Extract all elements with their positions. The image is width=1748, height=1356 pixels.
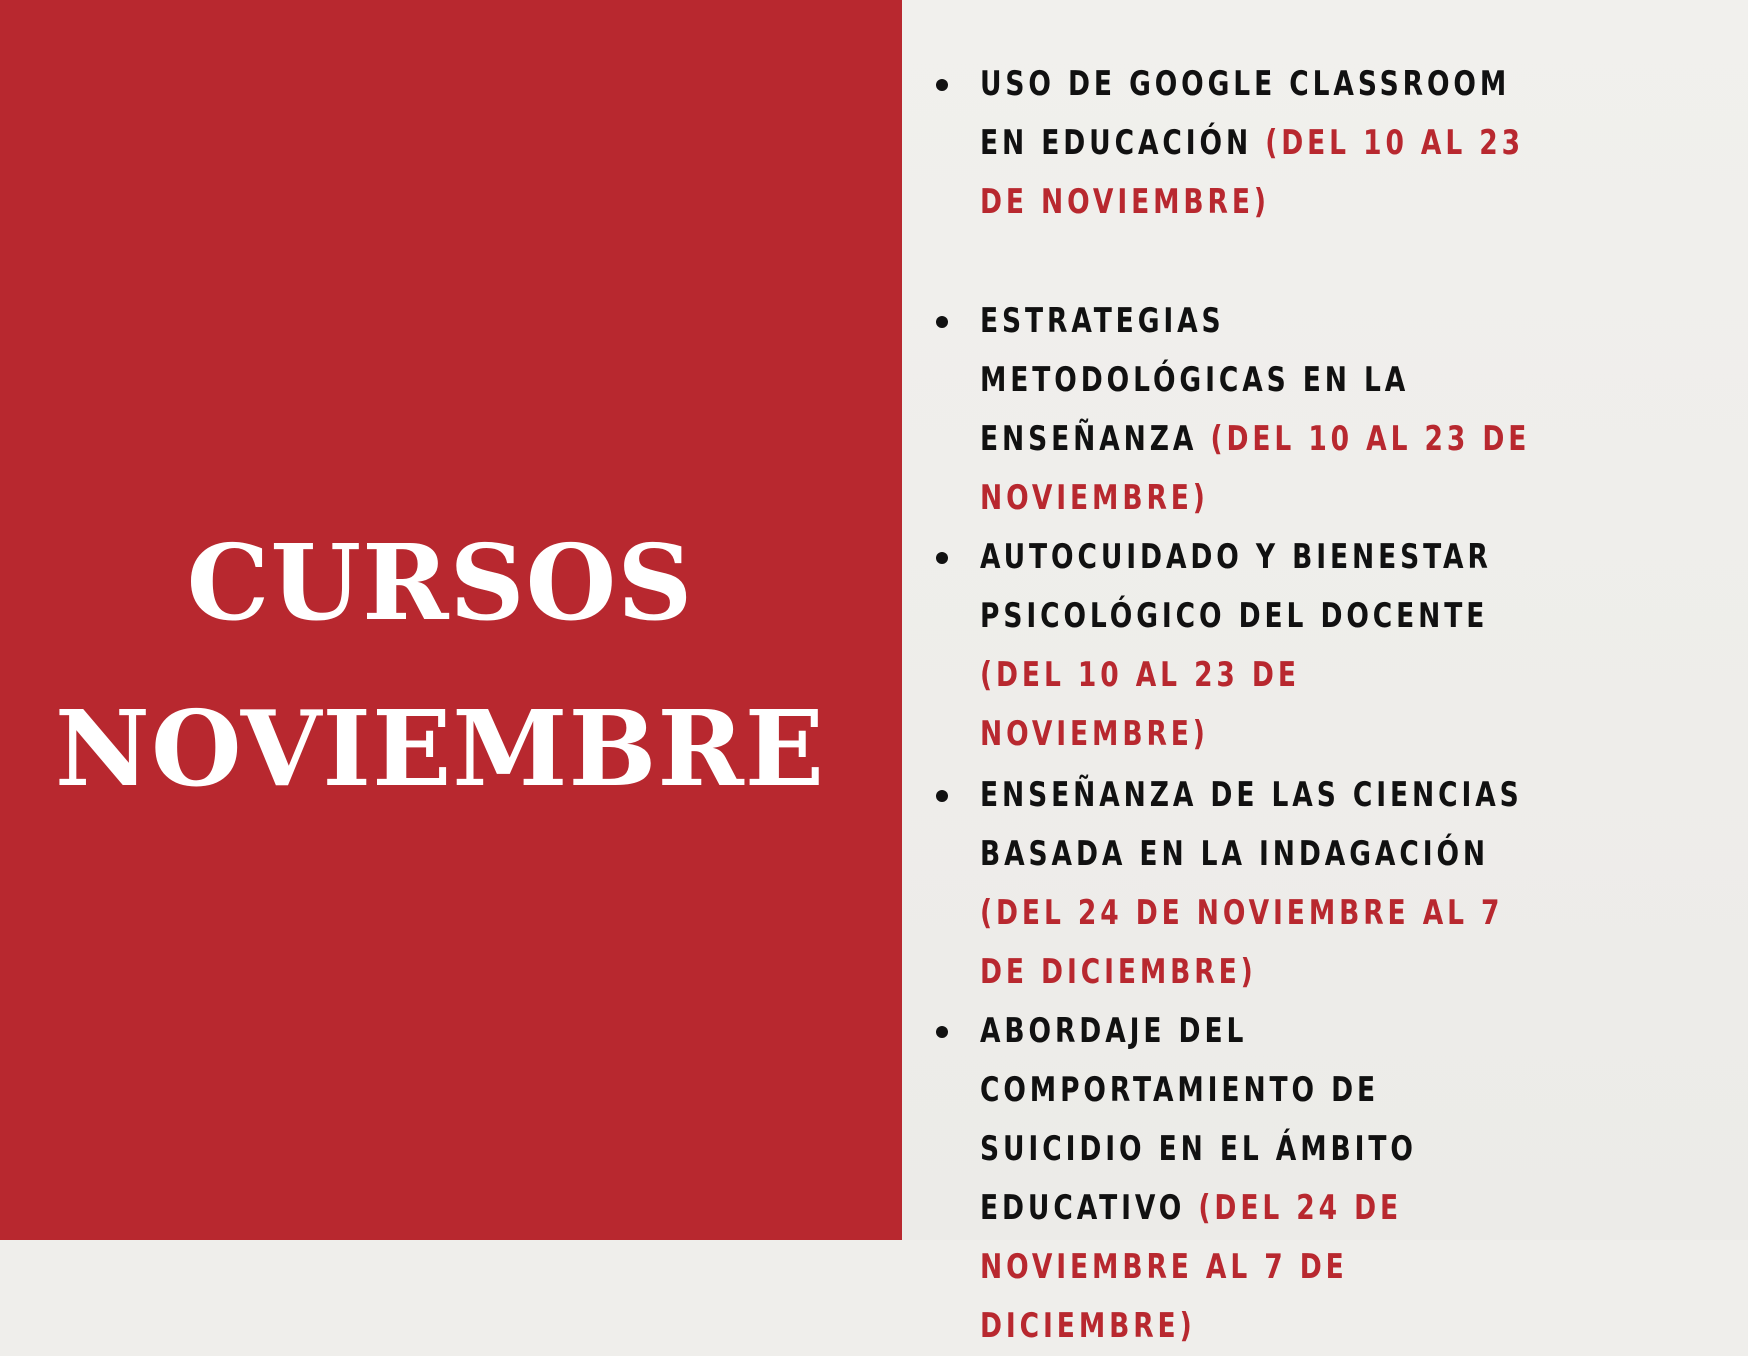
course-item (902, 1002, 1722, 1346)
course-name: ESTRATEGIAS METODOLÓGICAS EN LA ENSEÑANZA (980, 301, 1410, 459)
title-line-2: NOVIEMBRE (54, 686, 826, 810)
title-line-1: CURSOS (186, 520, 694, 644)
course-name: AUTOCUIDADO Y BIENESTAR PSICOLÓGICO DEL DOCENTE (980, 537, 1492, 636)
bullet-dot-icon (936, 316, 948, 328)
course-text (980, 766, 1542, 1002)
bullet-dot-icon (936, 552, 948, 564)
course-name: ABORDAJE DEL COMPORTAMIENTO DE SUICIDIO EN EL ÁMBITO EDUCATIVO (980, 1011, 1417, 1228)
bullet-dot-icon (936, 790, 948, 802)
course-text (980, 528, 1542, 764)
course-text (980, 292, 1542, 528)
bullet-dot-icon (936, 1026, 948, 1038)
course-dates: (DEL 10 AL 23 DE NOVIEMBRE) (980, 419, 1531, 518)
right-paper-panel (902, 0, 1748, 1346)
course-name: ENSEÑANZA DE LAS CIENCIAS BASADA EN LA INDAGACIÓN (980, 775, 1523, 874)
course-dates: (DEL 10 AL 23 DE NOVIEMBRE) (980, 123, 1525, 222)
course-name: USO DE GOOGLE CLASSROOM EN EDUCACIÓN (980, 64, 1511, 163)
course-dates: (DEL 24 DE NOVIEMBRE AL 7 DE DICIEMBRE) (980, 893, 1504, 992)
course-text (980, 1002, 1542, 1356)
course-item (902, 766, 1722, 992)
bullet-dot-icon (936, 79, 948, 91)
course-text (980, 55, 1542, 232)
page-title (0, 500, 880, 832)
course-item (902, 292, 1722, 518)
course-list (902, 0, 1748, 1346)
course-dates: (DEL 24 DE NOVIEMBRE AL 7 DE DICIEMBRE) (980, 1188, 1403, 1346)
left-red-panel (0, 0, 902, 1240)
course-dates: (DEL 10 AL 23 DE NOVIEMBRE) (980, 655, 1300, 754)
course-item (902, 528, 1722, 754)
course-item (902, 55, 1722, 255)
